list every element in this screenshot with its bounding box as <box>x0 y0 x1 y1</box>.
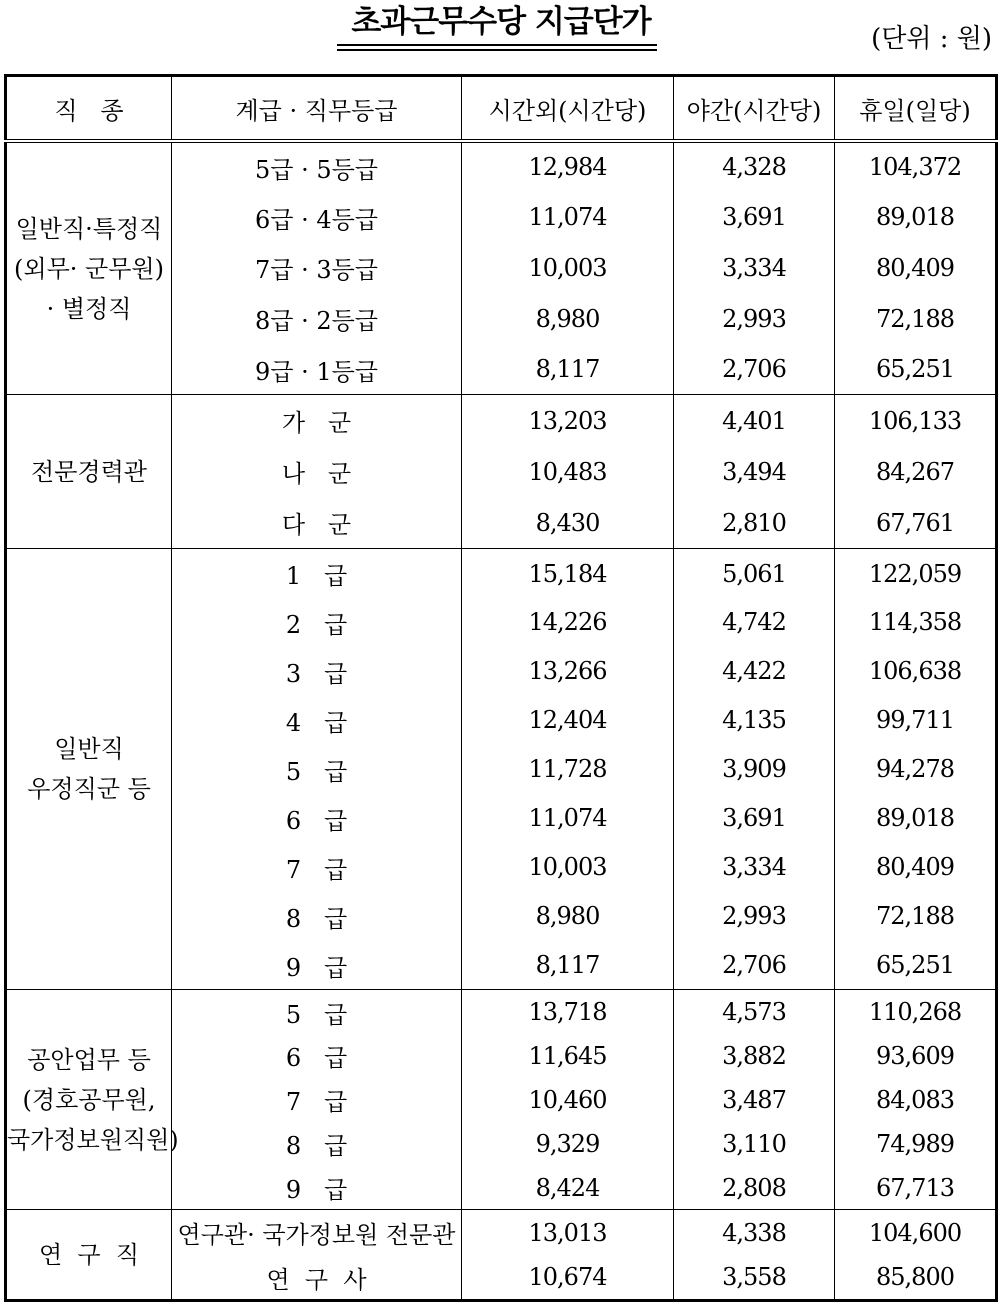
night-cell: 4,422 <box>674 647 835 696</box>
overtime-cell: 8,424 <box>462 1166 674 1210</box>
overtime-cell: 11,074 <box>462 794 674 843</box>
holiday-cell: 104,372 <box>835 141 997 192</box>
grade-cell: 7 급 <box>172 843 462 892</box>
overtime-cell: 8,980 <box>462 892 674 941</box>
overtime-cell: 8,117 <box>462 941 674 990</box>
grade-cell: 2 급 <box>172 598 462 647</box>
overtime-cell: 12,404 <box>462 696 674 745</box>
grade-cell: 3 급 <box>172 647 462 696</box>
grade-cell: 5 급 <box>172 990 462 1034</box>
category-cell <box>6 990 179 1210</box>
holiday-cell: 94,278 <box>835 745 997 794</box>
holiday-cell: 84,267 <box>835 446 997 497</box>
night-cell: 2,706 <box>674 344 835 395</box>
category-line: (외무· 군무원) <box>14 254 164 283</box>
grade-cell: 6 급 <box>172 794 462 843</box>
category-cell <box>6 1210 172 1301</box>
table-row <box>6 395 997 446</box>
table-row <box>6 549 997 598</box>
category-line: 일반직 <box>54 735 124 764</box>
grade-cell: 9 급 <box>172 1166 462 1210</box>
grade-cell: 연구관· 국가정보원 전문관 <box>172 1210 462 1256</box>
category-line: 연 구 직 <box>38 1240 140 1269</box>
grade-cell: 9 급 <box>172 941 462 990</box>
holiday-cell: 67,713 <box>835 1166 997 1210</box>
category-line: 전문경력관 <box>31 457 147 486</box>
night-cell: 3,691 <box>674 192 835 243</box>
holiday-cell: 85,800 <box>835 1255 997 1301</box>
night-cell: 3,909 <box>674 745 835 794</box>
night-cell: 2,808 <box>674 1166 835 1210</box>
night-cell: 5,061 <box>674 549 835 598</box>
overtime-cell: 14,226 <box>462 598 674 647</box>
night-cell: 3,334 <box>674 243 835 294</box>
unit-label: (단위 : 원) <box>871 24 992 54</box>
holiday-cell: 122,059 <box>835 549 997 598</box>
holiday-cell: 84,083 <box>835 1078 997 1122</box>
overtime-cell: 11,074 <box>462 192 674 243</box>
overtime-cell: 13,013 <box>462 1210 674 1256</box>
table-group <box>6 549 997 990</box>
category-line: 국가정보원직원) <box>7 1125 179 1154</box>
holiday-cell: 89,018 <box>835 794 997 843</box>
table-group <box>6 395 997 549</box>
night-cell: 2,706 <box>674 941 835 990</box>
category-line: 공안업무 등 <box>27 1045 151 1074</box>
holiday-cell: 80,409 <box>835 243 997 294</box>
holiday-cell: 80,409 <box>835 843 997 892</box>
page-title: 초과근무수당 지급단가 <box>351 4 651 40</box>
table-row <box>6 1210 997 1256</box>
category-line: 우정직군 등 <box>27 775 151 804</box>
night-cell: 3,334 <box>674 843 835 892</box>
grade-cell: 8 급 <box>172 1122 462 1166</box>
overtime-cell: 11,645 <box>462 1034 674 1078</box>
table-group <box>6 1210 997 1301</box>
grade-cell: 8급 · 2등급 <box>172 293 462 344</box>
night-cell: 2,993 <box>674 293 835 344</box>
holiday-cell: 89,018 <box>835 192 997 243</box>
allowance-table <box>4 74 998 1302</box>
header-night: 야간(시간당) <box>674 76 835 142</box>
grade-cell: 가 군 <box>172 395 462 446</box>
overtime-cell: 8,980 <box>462 293 674 344</box>
header-overtime: 시간외(시간당) <box>462 76 674 142</box>
header-holiday: 휴일(일당) <box>835 76 997 142</box>
holiday-cell: 106,638 <box>835 647 997 696</box>
table-row <box>6 990 997 1034</box>
night-cell: 3,110 <box>674 1122 835 1166</box>
header-row <box>6 76 997 142</box>
category-line: (경호공무원, <box>22 1085 156 1114</box>
night-cell: 3,882 <box>674 1034 835 1078</box>
table-row <box>6 141 997 192</box>
grade-cell: 4 급 <box>172 696 462 745</box>
overtime-cell: 8,117 <box>462 344 674 395</box>
grade-cell: 7급 · 3등급 <box>172 243 462 294</box>
header-grade: 계급 · 직무등급 <box>172 76 462 142</box>
night-cell: 4,573 <box>674 990 835 1034</box>
grade-cell: 다 군 <box>172 498 462 549</box>
holiday-cell: 110,268 <box>835 990 997 1034</box>
grade-cell: 5급 · 5등급 <box>172 141 462 192</box>
overtime-cell: 10,483 <box>462 446 674 497</box>
grade-cell: 6급 · 4등급 <box>172 192 462 243</box>
holiday-cell: 114,358 <box>835 598 997 647</box>
title-underline <box>337 49 657 51</box>
overtime-cell: 10,003 <box>462 243 674 294</box>
grade-cell: 1 급 <box>172 549 462 598</box>
holiday-cell: 74,989 <box>835 1122 997 1166</box>
grade-cell: 연 구 사 <box>172 1255 462 1301</box>
night-cell: 4,135 <box>674 696 835 745</box>
category-line: 일반직·특정직 <box>15 214 163 243</box>
overtime-cell: 12,984 <box>462 141 674 192</box>
header-job-type: 직 종 <box>6 76 172 142</box>
category-cell <box>6 549 172 990</box>
night-cell: 2,810 <box>674 498 835 549</box>
holiday-cell: 99,711 <box>835 696 997 745</box>
grade-cell: 8 급 <box>172 892 462 941</box>
holiday-cell: 72,188 <box>835 892 997 941</box>
overtime-cell: 15,184 <box>462 549 674 598</box>
overtime-cell: 10,003 <box>462 843 674 892</box>
night-cell: 4,328 <box>674 141 835 192</box>
title-underline <box>337 44 657 46</box>
night-cell: 3,487 <box>674 1078 835 1122</box>
overtime-cell: 13,266 <box>462 647 674 696</box>
grade-cell: 5 급 <box>172 745 462 794</box>
holiday-cell: 104,600 <box>835 1210 997 1256</box>
night-cell: 3,494 <box>674 446 835 497</box>
grade-cell: 9급 · 1등급 <box>172 344 462 395</box>
overtime-cell: 9,329 <box>462 1122 674 1166</box>
category-cell <box>6 141 172 395</box>
night-cell: 4,401 <box>674 395 835 446</box>
category-cell <box>6 395 172 549</box>
overtime-cell: 10,460 <box>462 1078 674 1122</box>
night-cell: 3,558 <box>674 1255 835 1301</box>
holiday-cell: 65,251 <box>835 344 997 395</box>
holiday-cell: 72,188 <box>835 293 997 344</box>
overtime-cell: 8,430 <box>462 498 674 549</box>
holiday-cell: 67,761 <box>835 498 997 549</box>
table-group <box>6 141 997 395</box>
overtime-cell: 13,203 <box>462 395 674 446</box>
table-group <box>6 990 997 1210</box>
overtime-cell: 10,674 <box>462 1255 674 1301</box>
holiday-cell: 106,133 <box>835 395 997 446</box>
grade-cell: 나 군 <box>172 446 462 497</box>
night-cell: 3,691 <box>674 794 835 843</box>
title-area <box>0 0 1000 70</box>
holiday-cell: 65,251 <box>835 941 997 990</box>
grade-cell: 6 급 <box>172 1034 462 1078</box>
holiday-cell: 93,609 <box>835 1034 997 1078</box>
category-line: · 별정직 <box>46 294 132 323</box>
night-cell: 4,338 <box>674 1210 835 1256</box>
night-cell: 4,742 <box>674 598 835 647</box>
overtime-cell: 13,718 <box>462 990 674 1034</box>
night-cell: 2,993 <box>674 892 835 941</box>
grade-cell: 7 급 <box>172 1078 462 1122</box>
overtime-cell: 11,728 <box>462 745 674 794</box>
